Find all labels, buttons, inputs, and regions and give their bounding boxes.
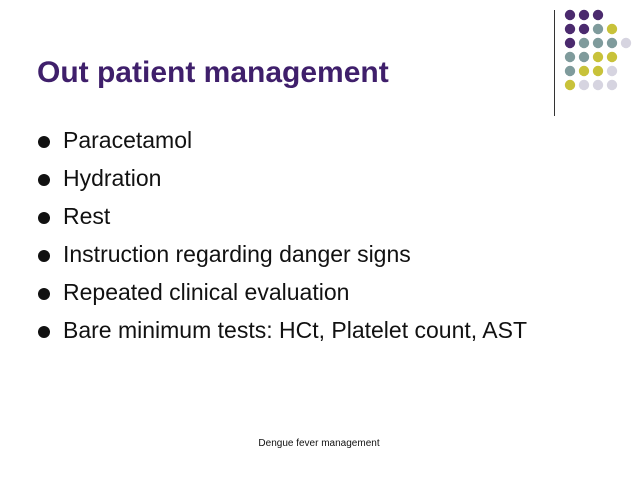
bullet-item <box>38 316 558 345</box>
bullet-icon <box>38 326 50 338</box>
bullet-icon <box>38 136 50 148</box>
bullet-icon <box>38 288 50 300</box>
bullet-item <box>38 202 558 231</box>
bullet-text: Paracetamol <box>63 127 193 153</box>
bullet-item <box>38 126 558 155</box>
bullet-text: Rest <box>63 203 111 229</box>
bullet-item <box>38 240 558 269</box>
slide-title: Out patient management <box>37 56 389 89</box>
bullet-icon <box>38 250 50 262</box>
bullet-icon <box>38 174 50 186</box>
bullet-text: Hydration <box>63 165 162 191</box>
bullet-list <box>38 126 558 354</box>
bullet-text: Repeated clinical evaluation <box>63 279 350 305</box>
footer-text: Dengue fever management <box>258 438 380 449</box>
divider-line <box>554 10 555 116</box>
bullet-text: Bare minimum tests: HCt, Platelet count, AST <box>63 317 527 343</box>
bullet-icon <box>38 212 50 224</box>
bullet-item <box>38 278 558 307</box>
decorative-dot-grid <box>560 8 636 100</box>
bullet-item <box>38 164 558 193</box>
bullet-text: Instruction regarding danger signs <box>63 241 411 267</box>
slide-footer <box>0 438 638 449</box>
